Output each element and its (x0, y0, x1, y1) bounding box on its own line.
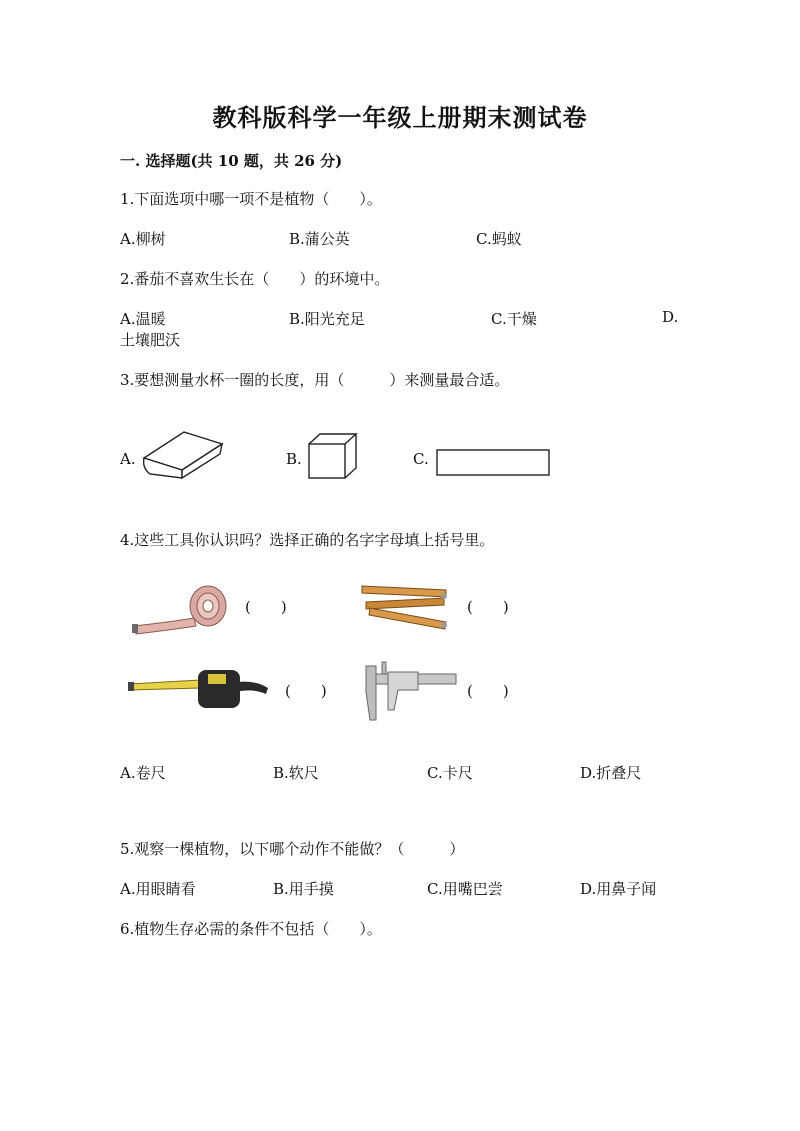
tool-1-blank[interactable]: ( ) (245, 598, 287, 616)
question-5-stem: 5.观察一棵植物，以下哪个动作不能做？（ ） (120, 840, 465, 858)
question-5-option-b[interactable]: B.用手摸 (273, 880, 334, 898)
flat-rectangle-icon (436, 449, 552, 477)
soft-tape-measure-icon (130, 582, 230, 634)
question-2-option-d[interactable]: D. (662, 308, 679, 326)
tool-2-blank[interactable]: ( ) (467, 598, 509, 616)
tape-measure-icon (128, 668, 270, 710)
section-heading: 一. 选择题(共 10 题，共 26 分) (120, 152, 343, 170)
question-5-option-a[interactable]: A.用眼睛看 (120, 880, 196, 898)
caliper-icon (362, 662, 458, 722)
question-1-option-a[interactable]: A.柳树 (120, 230, 166, 248)
question-4-option-d[interactable]: D.折叠尺 (580, 764, 642, 782)
question-3-option-c[interactable]: C. (413, 450, 429, 468)
question-5-option-d[interactable]: D.用鼻子闻 (580, 880, 657, 898)
folding-ruler-icon (360, 580, 452, 634)
question-2-option-a[interactable]: A.温暖 (120, 310, 166, 328)
question-2-option-d-text: 土壤肥沃 (120, 331, 181, 349)
page-title: 教科版科学一年级上册期末测试卷 (212, 103, 588, 132)
question-5-option-c[interactable]: C.用嘴巴尝 (427, 880, 503, 898)
question-2-stem: 2.番茄不喜欢生长在（ ）的环境中。 (120, 270, 390, 288)
question-4-option-a[interactable]: A.卷尺 (120, 764, 166, 782)
question-1-option-b[interactable]: B.蒲公英 (289, 230, 350, 248)
question-2-option-b[interactable]: B.阳光充足 (289, 310, 365, 328)
question-3-stem: 3.要想测量水杯一圈的长度，用（ ）来测量最合适。 (120, 371, 510, 389)
question-4-stem: 4.这些工具你认识吗？选择正确的名字字母填上括号里。 (120, 531, 495, 549)
question-4-option-c[interactable]: C.卡尺 (427, 764, 473, 782)
question-4-option-b[interactable]: B.软尺 (273, 764, 319, 782)
question-3-option-b[interactable]: B. (286, 450, 302, 468)
question-2-option-c[interactable]: C.干燥 (491, 310, 537, 328)
cube-icon (306, 432, 358, 480)
question-3-option-a[interactable]: A. (120, 450, 136, 468)
question-1-stem: 1.下面选项中哪一项不是植物（ ）。 (120, 190, 382, 208)
question-1-option-c[interactable]: C.蚂蚁 (476, 230, 522, 248)
question-6-stem: 6.植物生存必需的条件不包括（ ）。 (120, 920, 382, 938)
tool-3-blank[interactable]: ( ) (285, 682, 327, 700)
tool-4-blank[interactable]: ( ) (467, 682, 509, 700)
eraser-icon (140, 428, 224, 480)
